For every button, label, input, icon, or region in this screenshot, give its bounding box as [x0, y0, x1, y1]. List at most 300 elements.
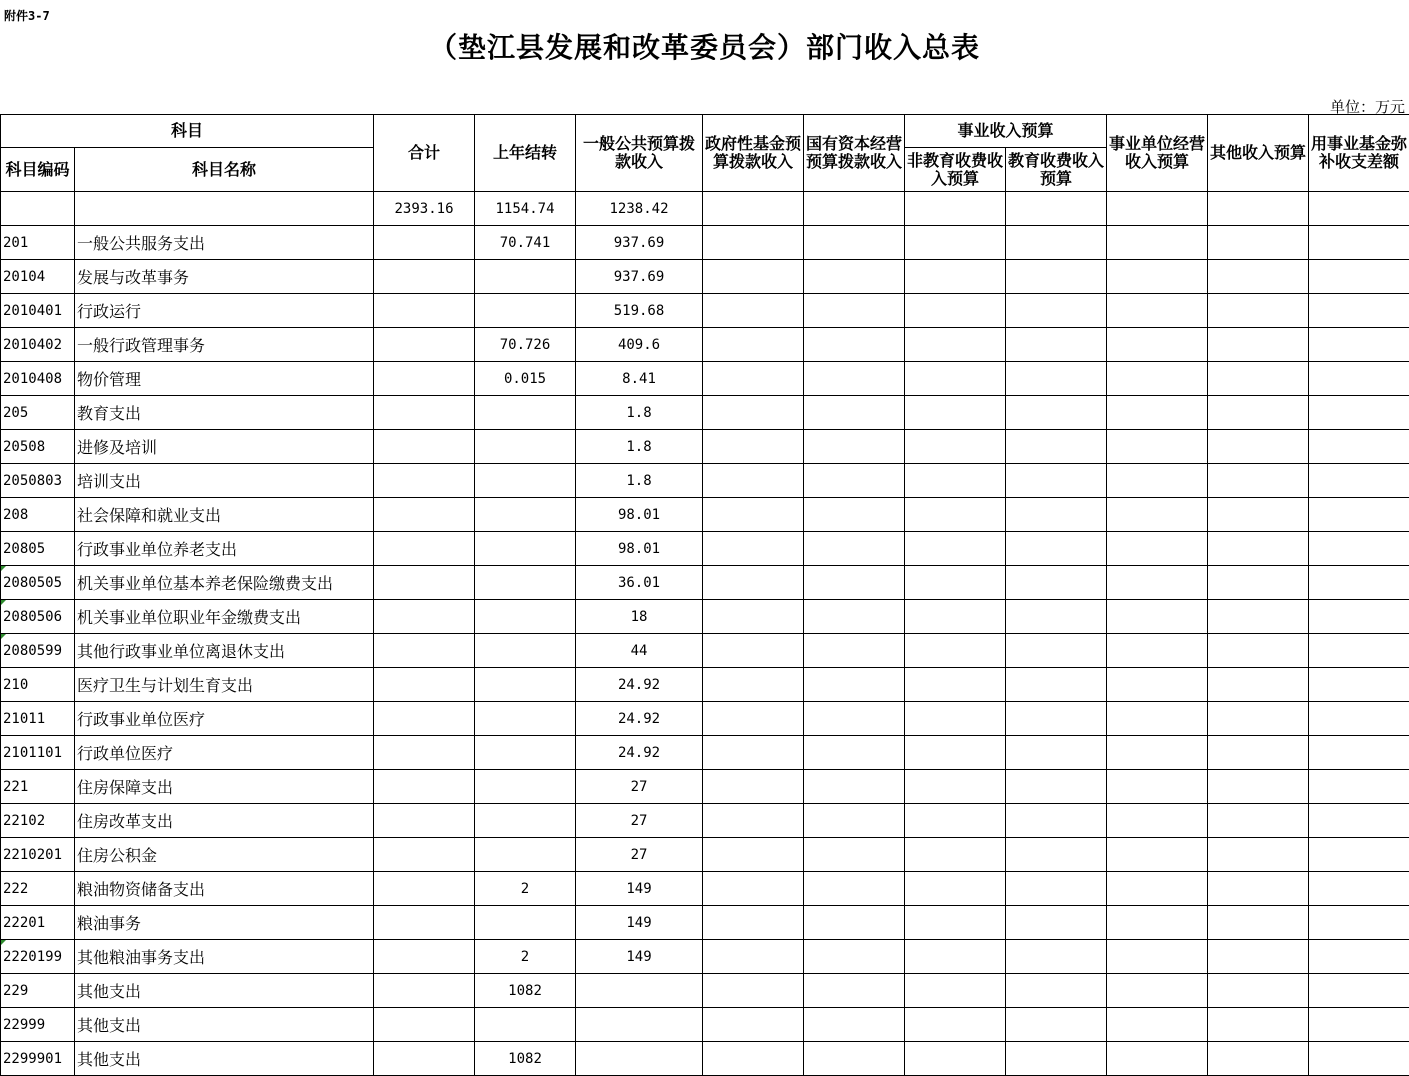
fund-balance-cell [1309, 362, 1409, 396]
header-non-edu-fee: 非教育收费收入预算 [905, 148, 1006, 192]
carryover-cell: 2 [475, 940, 576, 974]
operating-income-cell [1107, 906, 1208, 940]
table-row [1, 872, 1409, 906]
fund-balance-cell [1309, 600, 1409, 634]
carryover-cell: 0.015 [475, 362, 576, 396]
header-subject: 科目 [1, 115, 374, 148]
non-edu-fee-cell [905, 396, 1006, 430]
edu-fee-cell [1006, 804, 1107, 838]
gov-fund-cell [703, 192, 804, 226]
subject-name-cell: 其他支出 [75, 1008, 374, 1042]
non-edu-fee-cell [905, 294, 1006, 328]
edu-fee-cell [1006, 294, 1107, 328]
edu-fee-cell [1006, 464, 1107, 498]
carryover-cell: 1082 [475, 974, 576, 1008]
general-budget-cell: 149 [576, 940, 703, 974]
general-budget-cell: 27 [576, 838, 703, 872]
total-cell [374, 702, 475, 736]
non-edu-fee-cell [905, 464, 1006, 498]
fund-balance-cell [1309, 226, 1409, 260]
edu-fee-cell [1006, 192, 1107, 226]
table-row [1, 430, 1409, 464]
general-budget-cell: 8.41 [576, 362, 703, 396]
subject-name-cell: 住房公积金 [75, 838, 374, 872]
total-cell [374, 736, 475, 770]
edu-fee-cell [1006, 328, 1107, 362]
subject-code-cell: 21011 [1, 702, 75, 736]
carryover-cell: 70.726 [475, 328, 576, 362]
subject-name-cell: 教育支出 [75, 396, 374, 430]
state-capital-cell [804, 702, 905, 736]
general-budget-cell: 1238.42 [576, 192, 703, 226]
subject-name-cell: 行政事业单位养老支出 [75, 532, 374, 566]
carryover-cell: 70.741 [475, 226, 576, 260]
general-budget-cell: 24.92 [576, 668, 703, 702]
carryover-cell [475, 804, 576, 838]
general-budget-cell: 519.68 [576, 294, 703, 328]
general-budget-cell: 149 [576, 906, 703, 940]
state-capital-cell [804, 1042, 905, 1076]
total-cell [374, 1042, 475, 1076]
general-budget-cell: 1.8 [576, 396, 703, 430]
subject-name-cell: 一般行政管理事务 [75, 328, 374, 362]
operating-income-cell [1107, 838, 1208, 872]
carryover-cell [475, 566, 576, 600]
state-capital-cell [804, 532, 905, 566]
subject-name-cell: 住房改革支出 [75, 804, 374, 838]
subject-code-cell [1, 192, 75, 226]
gov-fund-cell [703, 906, 804, 940]
operating-income-cell [1107, 634, 1208, 668]
table-row [1, 1008, 1409, 1042]
carryover-cell [475, 906, 576, 940]
header-gov-fund: 政府性基金预算拨款收入 [703, 115, 804, 192]
operating-income-cell [1107, 566, 1208, 600]
gov-fund-cell [703, 668, 804, 702]
subject-name-cell: 机关事业单位职业年金缴费支出 [75, 600, 374, 634]
total-cell [374, 430, 475, 464]
other-income-cell [1208, 940, 1309, 974]
page-title: （垫江县发展和改革委员会）部门收入总表 [0, 26, 1409, 66]
operating-income-cell [1107, 362, 1208, 396]
fund-balance-cell [1309, 294, 1409, 328]
subject-name-cell: 行政事业单位医疗 [75, 702, 374, 736]
edu-fee-cell [1006, 362, 1107, 396]
general-budget-cell: 409.6 [576, 328, 703, 362]
header-business-income: 事业收入预算 [905, 115, 1107, 148]
general-budget-cell [576, 1042, 703, 1076]
other-income-cell [1208, 226, 1309, 260]
total-cell [374, 498, 475, 532]
subject-code-cell: 205 [1, 396, 75, 430]
total-cell [374, 770, 475, 804]
state-capital-cell [804, 260, 905, 294]
total-cell [374, 464, 475, 498]
table-row [1, 634, 1409, 668]
subject-name-cell: 住房保障支出 [75, 770, 374, 804]
other-income-cell [1208, 600, 1309, 634]
table-row [1, 464, 1409, 498]
subject-code-cell: 20508 [1, 430, 75, 464]
non-edu-fee-cell [905, 804, 1006, 838]
fund-balance-cell [1309, 260, 1409, 294]
gov-fund-cell [703, 260, 804, 294]
carryover-cell [475, 1008, 576, 1042]
non-edu-fee-cell [905, 532, 1006, 566]
gov-fund-cell [703, 1042, 804, 1076]
fund-balance-cell [1309, 192, 1409, 226]
carryover-cell [475, 498, 576, 532]
general-budget-cell: 24.92 [576, 702, 703, 736]
operating-income-cell [1107, 668, 1208, 702]
operating-income-cell [1107, 940, 1208, 974]
other-income-cell [1208, 396, 1309, 430]
edu-fee-cell [1006, 226, 1107, 260]
total-cell [374, 294, 475, 328]
subject-code-cell: 2299901 [1, 1042, 75, 1076]
other-income-cell [1208, 736, 1309, 770]
table-row [1, 804, 1409, 838]
non-edu-fee-cell [905, 1042, 1006, 1076]
fund-balance-cell [1309, 940, 1409, 974]
other-income-cell [1208, 566, 1309, 600]
gov-fund-cell [703, 396, 804, 430]
general-budget-cell: 937.69 [576, 260, 703, 294]
state-capital-cell [804, 974, 905, 1008]
subject-name-cell: 机关事业单位基本养老保险缴费支出 [75, 566, 374, 600]
other-income-cell [1208, 192, 1309, 226]
subject-name-cell: 其他粮油事务支出 [75, 940, 374, 974]
subject-code-cell: 20805 [1, 532, 75, 566]
subject-name-cell: 培训支出 [75, 464, 374, 498]
non-edu-fee-cell [905, 668, 1006, 702]
state-capital-cell [804, 294, 905, 328]
edu-fee-cell [1006, 940, 1107, 974]
non-edu-fee-cell [905, 940, 1006, 974]
non-edu-fee-cell [905, 1008, 1006, 1042]
edu-fee-cell [1006, 600, 1107, 634]
other-income-cell [1208, 362, 1309, 396]
edu-fee-cell [1006, 1042, 1107, 1076]
non-edu-fee-cell [905, 192, 1006, 226]
subject-code-cell: 2080505 [1, 566, 75, 600]
state-capital-cell [804, 940, 905, 974]
gov-fund-cell [703, 362, 804, 396]
non-edu-fee-cell [905, 498, 1006, 532]
subject-code-cell: 2220199 [1, 940, 75, 974]
other-income-cell [1208, 464, 1309, 498]
subject-name-cell: 其他支出 [75, 974, 374, 1008]
table-row [1, 498, 1409, 532]
total-cell [374, 974, 475, 1008]
subject-name-cell: 其他行政事业单位离退休支出 [75, 634, 374, 668]
subject-code-cell: 210 [1, 668, 75, 702]
subject-code-cell: 20104 [1, 260, 75, 294]
edu-fee-cell [1006, 396, 1107, 430]
non-edu-fee-cell [905, 634, 1006, 668]
non-edu-fee-cell [905, 362, 1006, 396]
other-income-cell [1208, 430, 1309, 464]
table-row [1, 396, 1409, 430]
general-budget-cell: 27 [576, 770, 703, 804]
general-budget-cell: 1.8 [576, 464, 703, 498]
operating-income-cell [1107, 1008, 1208, 1042]
table-row [1, 260, 1409, 294]
table-row [1, 770, 1409, 804]
state-capital-cell [804, 634, 905, 668]
table-row [1, 974, 1409, 1008]
fund-balance-cell [1309, 566, 1409, 600]
total-cell [374, 634, 475, 668]
non-edu-fee-cell [905, 328, 1006, 362]
table-row [1, 702, 1409, 736]
other-income-cell [1208, 1042, 1309, 1076]
fund-balance-cell [1309, 1008, 1409, 1042]
edu-fee-cell [1006, 770, 1107, 804]
non-edu-fee-cell [905, 566, 1006, 600]
subject-name-cell: 社会保障和就业支出 [75, 498, 374, 532]
gov-fund-cell [703, 226, 804, 260]
carryover-cell [475, 396, 576, 430]
operating-income-cell [1107, 328, 1208, 362]
general-budget-cell [576, 1008, 703, 1042]
other-income-cell [1208, 804, 1309, 838]
carryover-cell [475, 260, 576, 294]
carryover-cell: 1154.74 [475, 192, 576, 226]
other-income-cell [1208, 328, 1309, 362]
subject-name-cell: 物价管理 [75, 362, 374, 396]
state-capital-cell [804, 226, 905, 260]
operating-income-cell [1107, 532, 1208, 566]
other-income-cell [1208, 668, 1309, 702]
general-budget-cell: 98.01 [576, 498, 703, 532]
fund-balance-cell [1309, 804, 1409, 838]
non-edu-fee-cell [905, 430, 1006, 464]
gov-fund-cell [703, 328, 804, 362]
table-row [1, 328, 1409, 362]
carryover-cell [475, 702, 576, 736]
non-edu-fee-cell [905, 600, 1006, 634]
operating-income-cell [1107, 872, 1208, 906]
table-row [1, 600, 1409, 634]
gov-fund-cell [703, 498, 804, 532]
general-budget-cell: 44 [576, 634, 703, 668]
other-income-cell [1208, 634, 1309, 668]
total-cell [374, 328, 475, 362]
carryover-cell [475, 532, 576, 566]
total-cell [374, 362, 475, 396]
state-capital-cell [804, 498, 905, 532]
edu-fee-cell [1006, 430, 1107, 464]
state-capital-cell [804, 838, 905, 872]
income-summary-table [0, 114, 1409, 1076]
other-income-cell [1208, 1008, 1309, 1042]
carryover-cell: 1082 [475, 1042, 576, 1076]
subject-name-cell: 发展与改革事务 [75, 260, 374, 294]
total-cell [374, 940, 475, 974]
operating-income-cell [1107, 430, 1208, 464]
table-row [1, 532, 1409, 566]
state-capital-cell [804, 192, 905, 226]
table-row [1, 362, 1409, 396]
non-edu-fee-cell [905, 838, 1006, 872]
total-cell [374, 1008, 475, 1042]
fund-balance-cell [1309, 396, 1409, 430]
fund-balance-cell [1309, 974, 1409, 1008]
subject-name-cell: 其他支出 [75, 1042, 374, 1076]
total-cell [374, 872, 475, 906]
gov-fund-cell [703, 600, 804, 634]
other-income-cell [1208, 974, 1309, 1008]
operating-income-cell [1107, 804, 1208, 838]
carryover-cell [475, 294, 576, 328]
gov-fund-cell [703, 838, 804, 872]
fund-balance-cell [1309, 702, 1409, 736]
general-budget-cell: 149 [576, 872, 703, 906]
edu-fee-cell [1006, 906, 1107, 940]
header-general-budget: 一般公共预算拨款收入 [576, 115, 703, 192]
header-fund-balance: 用事业基金弥补收支差额 [1309, 115, 1409, 192]
state-capital-cell [804, 600, 905, 634]
general-budget-cell: 27 [576, 804, 703, 838]
general-budget-cell: 1.8 [576, 430, 703, 464]
total-cell [374, 396, 475, 430]
table-row [1, 1042, 1409, 1076]
table-row [1, 906, 1409, 940]
table-row [1, 668, 1409, 702]
fund-balance-cell [1309, 838, 1409, 872]
subject-code-cell: 221 [1, 770, 75, 804]
carryover-cell [475, 736, 576, 770]
edu-fee-cell [1006, 702, 1107, 736]
operating-income-cell [1107, 702, 1208, 736]
fund-balance-cell [1309, 872, 1409, 906]
carryover-cell [475, 464, 576, 498]
fund-balance-cell [1309, 668, 1409, 702]
other-income-cell [1208, 702, 1309, 736]
state-capital-cell [804, 668, 905, 702]
edu-fee-cell [1006, 668, 1107, 702]
fund-balance-cell [1309, 634, 1409, 668]
table-body [1, 192, 1409, 1076]
gov-fund-cell [703, 294, 804, 328]
fund-balance-cell [1309, 532, 1409, 566]
total-cell [374, 906, 475, 940]
total-cell [374, 600, 475, 634]
subject-code-cell: 201 [1, 226, 75, 260]
gov-fund-cell [703, 1008, 804, 1042]
gov-fund-cell [703, 532, 804, 566]
gov-fund-cell [703, 770, 804, 804]
other-income-cell [1208, 260, 1309, 294]
table-row [1, 566, 1409, 600]
state-capital-cell [804, 362, 905, 396]
operating-income-cell [1107, 464, 1208, 498]
operating-income-cell [1107, 396, 1208, 430]
subject-code-cell: 229 [1, 974, 75, 1008]
state-capital-cell [804, 328, 905, 362]
gov-fund-cell [703, 940, 804, 974]
operating-income-cell [1107, 770, 1208, 804]
state-capital-cell [804, 770, 905, 804]
subject-name-cell: 行政运行 [75, 294, 374, 328]
gov-fund-cell [703, 804, 804, 838]
subject-code-cell: 2080506 [1, 600, 75, 634]
fund-balance-cell [1309, 1042, 1409, 1076]
gov-fund-cell [703, 974, 804, 1008]
other-income-cell [1208, 770, 1309, 804]
attachment-label: 附件3-7 [4, 7, 50, 24]
operating-income-cell [1107, 226, 1208, 260]
state-capital-cell [804, 566, 905, 600]
non-edu-fee-cell [905, 872, 1006, 906]
unit-label: 单位：万元 [1330, 96, 1405, 117]
fund-balance-cell [1309, 736, 1409, 770]
table-row [1, 226, 1409, 260]
operating-income-cell [1107, 1042, 1208, 1076]
state-capital-cell [804, 430, 905, 464]
fund-balance-cell [1309, 498, 1409, 532]
gov-fund-cell [703, 566, 804, 600]
subject-name-cell: 医疗卫生与计划生育支出 [75, 668, 374, 702]
edu-fee-cell [1006, 736, 1107, 770]
header-edu-fee: 教育收费收入预算 [1006, 148, 1107, 192]
edu-fee-cell [1006, 532, 1107, 566]
gov-fund-cell [703, 430, 804, 464]
non-edu-fee-cell [905, 906, 1006, 940]
state-capital-cell [804, 464, 905, 498]
other-income-cell [1208, 906, 1309, 940]
subject-code-cell: 2080599 [1, 634, 75, 668]
gov-fund-cell [703, 464, 804, 498]
table-row [1, 736, 1409, 770]
carryover-cell [475, 838, 576, 872]
total-cell [374, 838, 475, 872]
subject-name-cell: 行政单位医疗 [75, 736, 374, 770]
subject-code-cell: 2010402 [1, 328, 75, 362]
other-income-cell [1208, 872, 1309, 906]
edu-fee-cell [1006, 634, 1107, 668]
carryover-cell [475, 430, 576, 464]
fund-balance-cell [1309, 906, 1409, 940]
state-capital-cell [804, 804, 905, 838]
operating-income-cell [1107, 294, 1208, 328]
header-other-income: 其他收入预算 [1208, 115, 1309, 192]
total-cell: 2393.16 [374, 192, 475, 226]
general-budget-cell: 937.69 [576, 226, 703, 260]
fund-balance-cell [1309, 464, 1409, 498]
gov-fund-cell [703, 702, 804, 736]
non-edu-fee-cell [905, 702, 1006, 736]
state-capital-cell [804, 396, 905, 430]
fund-balance-cell [1309, 770, 1409, 804]
subject-name-cell [75, 192, 374, 226]
total-cell [374, 566, 475, 600]
subject-code-cell: 2010401 [1, 294, 75, 328]
header-state-capital: 国有资本经营预算拨款收入 [804, 115, 905, 192]
general-budget-cell: 18 [576, 600, 703, 634]
fund-balance-cell [1309, 328, 1409, 362]
other-income-cell [1208, 532, 1309, 566]
table-row [1, 838, 1409, 872]
subject-name-cell: 进修及培训 [75, 430, 374, 464]
table-row [1, 294, 1409, 328]
header-subject-code: 科目编码 [1, 148, 75, 192]
general-budget-cell: 98.01 [576, 532, 703, 566]
subject-code-cell: 2050803 [1, 464, 75, 498]
subject-code-cell: 22999 [1, 1008, 75, 1042]
gov-fund-cell [703, 872, 804, 906]
